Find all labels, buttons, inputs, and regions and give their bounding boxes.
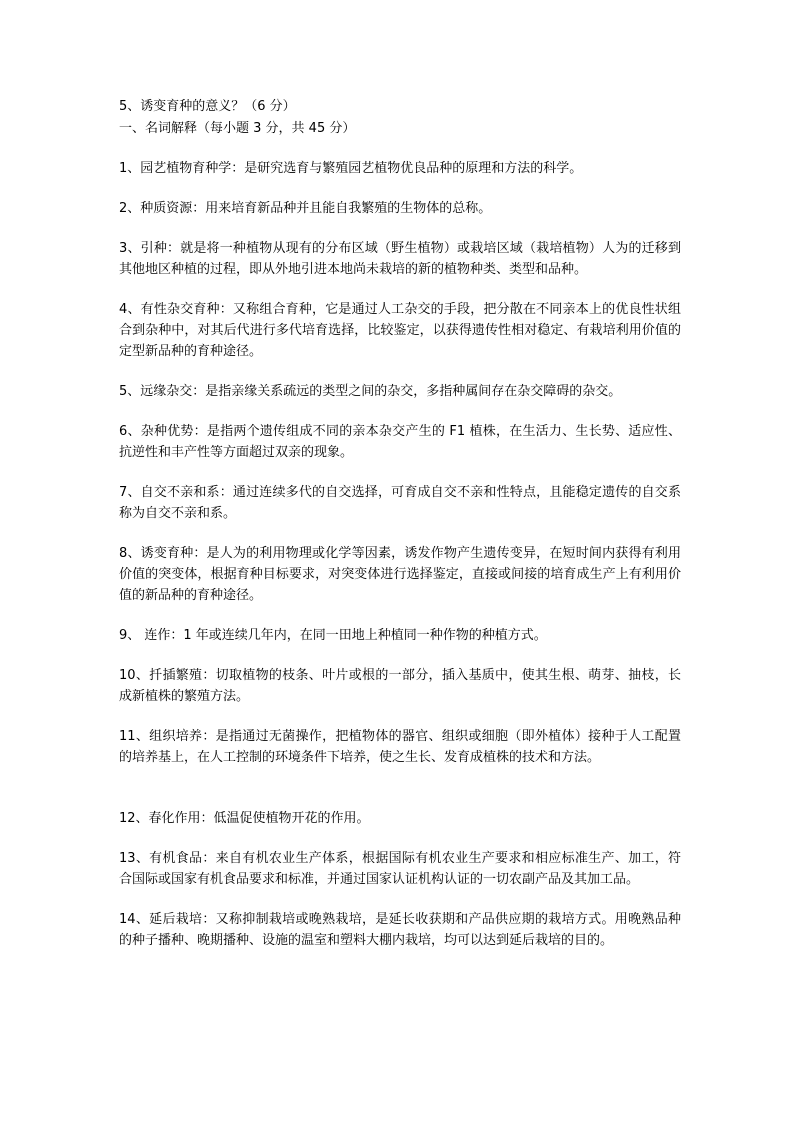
term-3: 3、引种：就是将一种植物从现有的分布区域（野生植物）或栽培区域（栽培植物）人为的迁移到其他地区种植的过程，即从外地引进本地尚未栽培的新的植物种类、类型和品种。 [119,241,681,277]
document-header [119,96,681,140]
section-title: 一、名词解释（每小题 3 分，共 45 分） [119,121,356,136]
term-1: 1、园艺植物育种学：是研究选育与繁殖园艺植物优良品种的原理和方法的科学。 [119,161,583,176]
term-2: 2、种质资源：用来培育新品种并且能自我繁殖的生物体的总称。 [119,201,492,216]
term-8: 8、诱变育种：是人为的利用物理或化学等因素，诱发作物产生遗传变异，在短时间内获得有利用价值的突变体，根据育种目标要求，对突变体进行选择鉴定，直接或间接的培育成生产上有利用价值的新品种的育种途径。 [119,546,681,603]
term-6: 6、杂种优势：是指两个遗传组成不同的亲本杂交产生的 F1 植株，在生活力、生长势、适应性、抗逆性和丰产性等方面超过双亲的现象。 [119,424,681,460]
term-5: 5、远缘杂交：是指亲缘关系疏远的类型之间的杂交，多指种属间存在杂交障碍的杂交。 [119,384,622,399]
term-9: 9、 连作：1 年或连续几年内，在同一田地上种植同一种作物的种植方式。 [119,628,547,643]
term-14: 14、延后栽培：又称抑制栽培或晚熟栽培，是延长收获期和产品供应期的栽培方式。用晚熟品种的种子播种、晚期播种、设施的温室和塑料大棚内栽培，均可以达到延后栽培的目的。 [119,912,681,948]
term-13: 13、有机食品：来自有机农业生产体系，根据国际有机农业生产要求和相应标准生产、加工，符合国际或国家有机食品要求和标准，并通过国家认证机构认证的一切农副产品及其加工品。 [119,851,681,887]
term-10: 10、扦插繁殖：切取植物的枝条、叶片或根的一部分，插入基质中，使其生根、萌芽、抽枝，长成新植株的繁殖方法。 [119,668,681,704]
question-5: 5、诱变育种的意义？（6 分） [119,99,296,114]
document-page [119,96,681,970]
term-4: 4、有性杂交育种：又称组合育种，它是通过人工杂交的手段，把分散在不同亲本上的优良性状组合到杂种中，对其后代进行多代培育选择，比较鉴定，以获得遗传性相对稳定、有栽培利用价值的定型新品种的育种途径。 [119,302,681,359]
term-12: 12、春化作用：低温促使植物开花的作用。 [119,811,370,826]
term-11: 11、组织培养：是指通过无菌操作，把植物体的器官、组织或细胞（即外植体）接种于人工配置的培养基上，在人工控制的环境条件下培养，使之生长、发育成植株的技术和方法。 [119,729,681,765]
term-7: 7、自交不亲和系：通过连续多代的自交选择，可育成自交不亲和性特点，且能稳定遗传的自交系称为自交不亲和系。 [119,485,681,521]
